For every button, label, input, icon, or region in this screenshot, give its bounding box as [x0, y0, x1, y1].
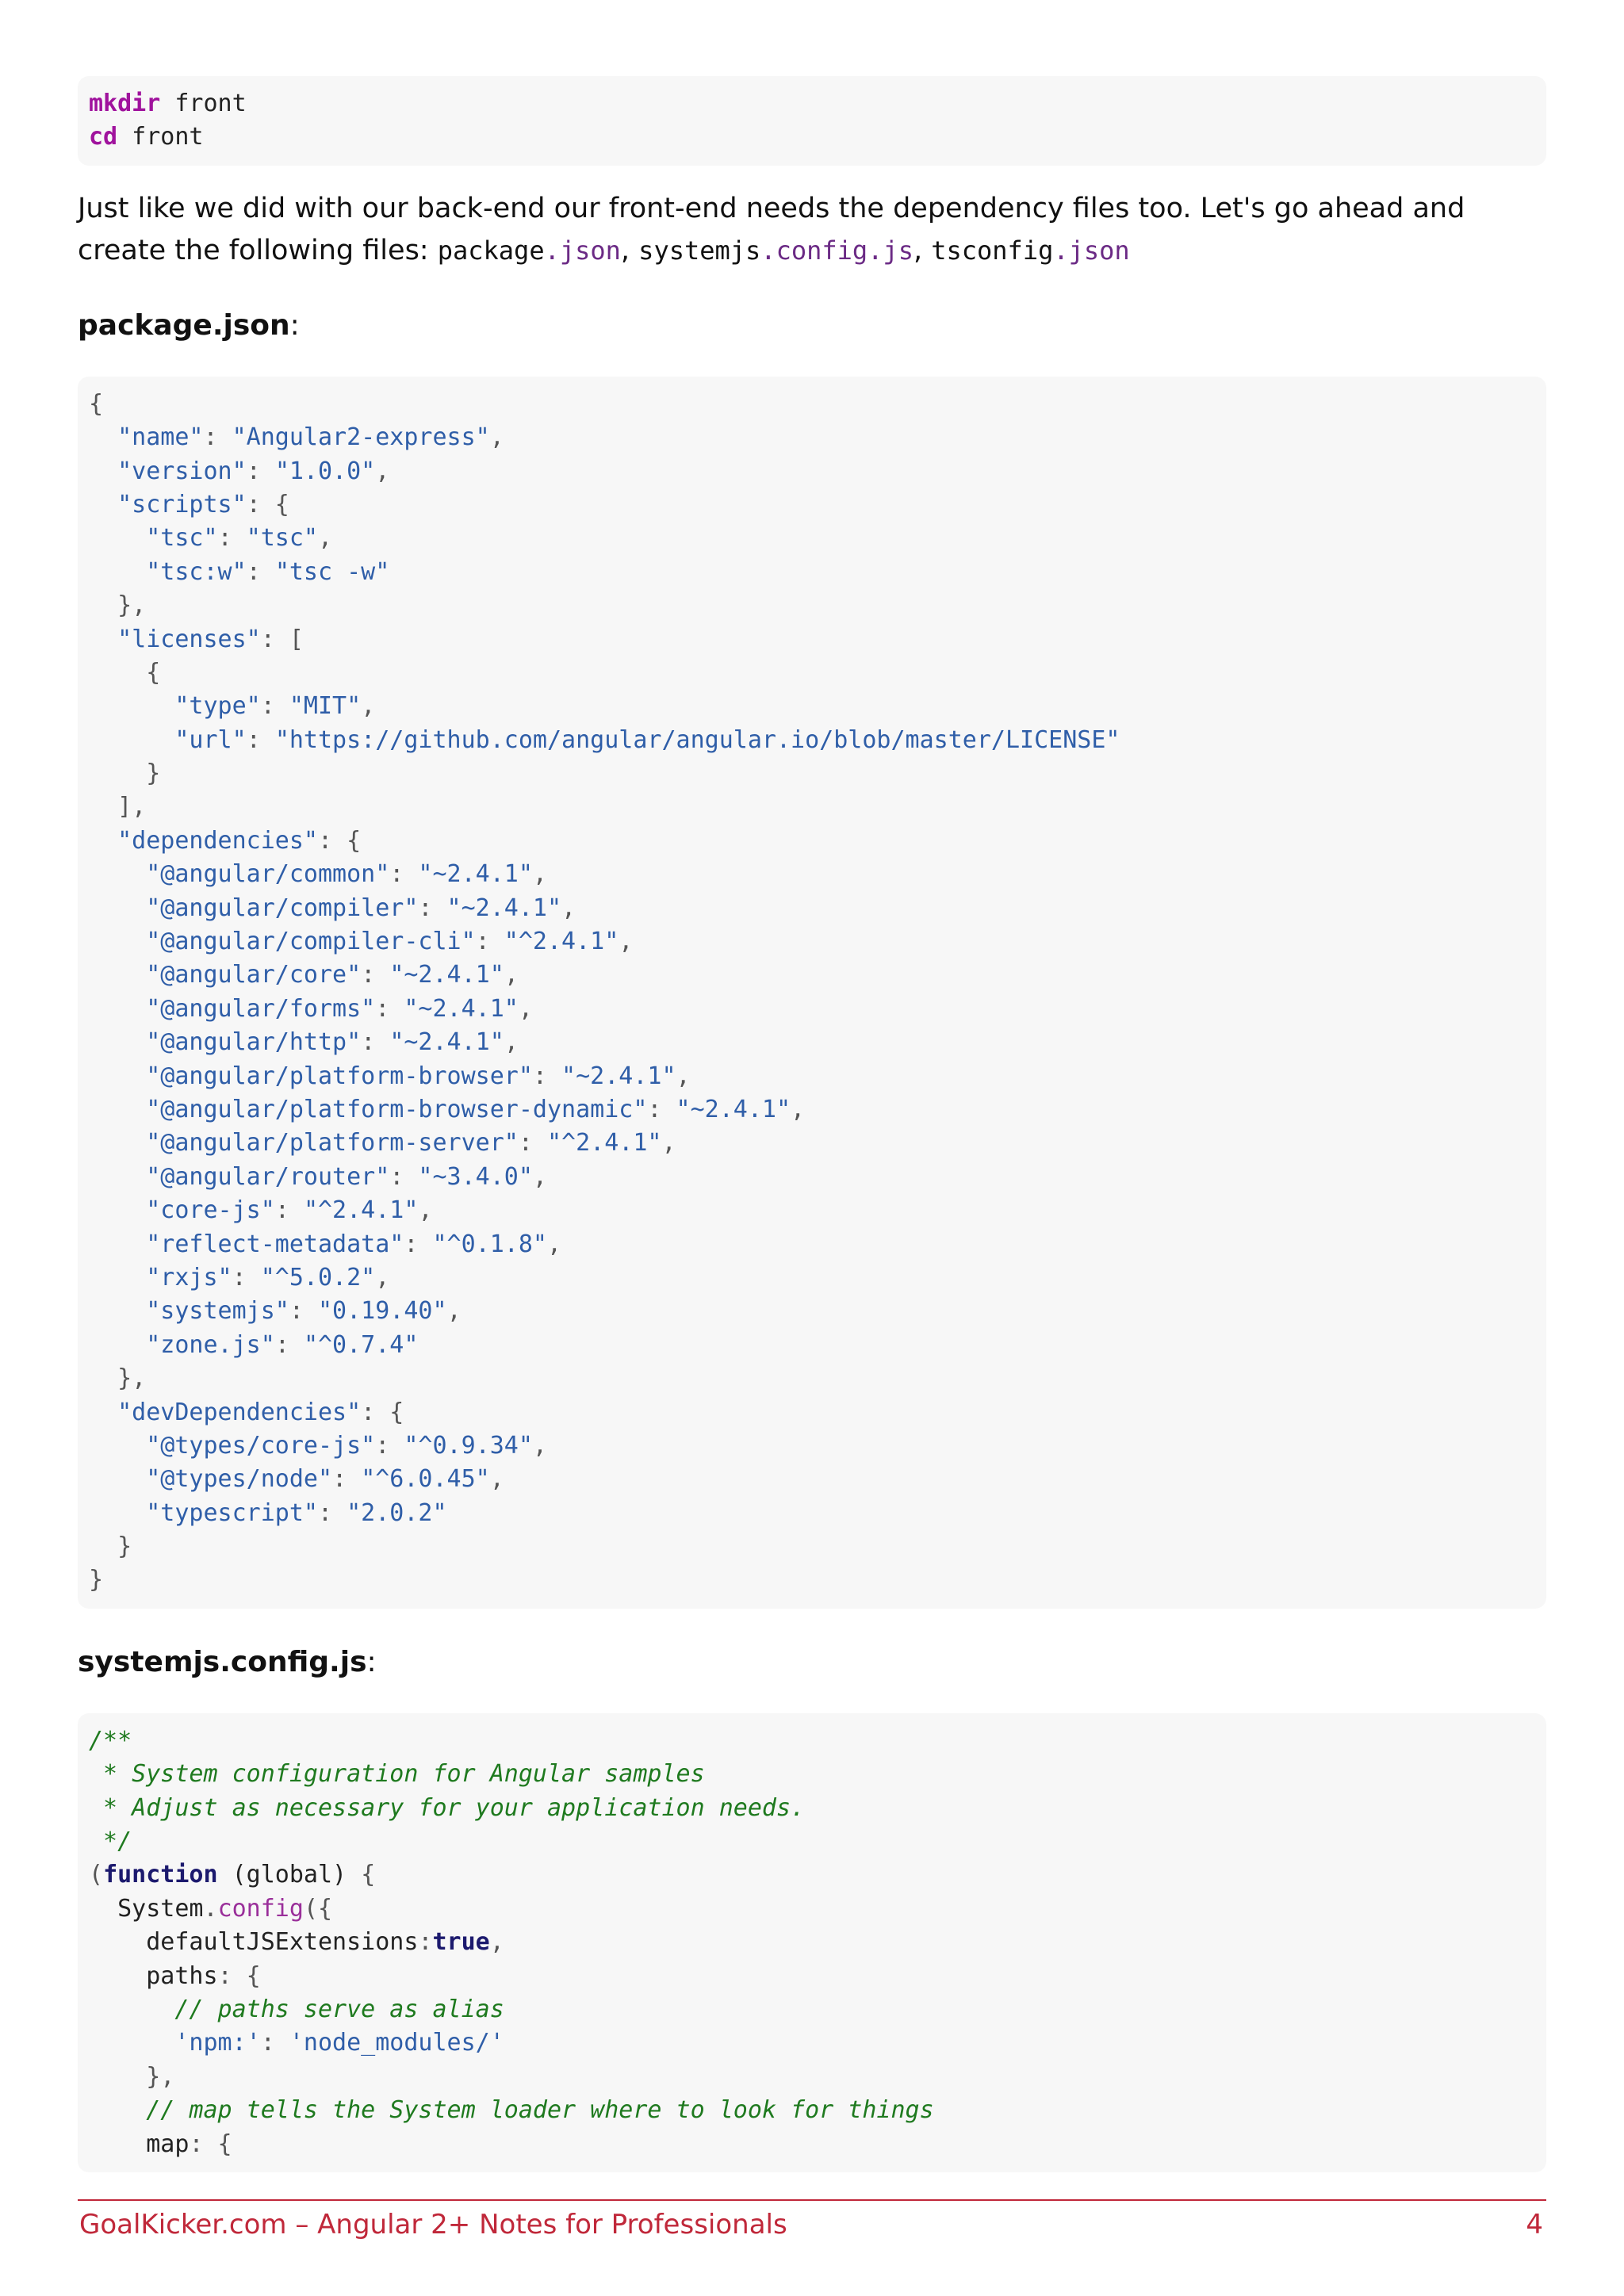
code-line: {	[89, 389, 104, 418]
code-line: "tsc:w": "tsc -w"	[146, 557, 390, 586]
code-line: (function (global) {	[89, 1861, 376, 1889]
code-line: "@angular/platform-browser": "~2.4.1",	[146, 1062, 691, 1090]
intro-text: Just like we did with our back-end our front-end needs the dependency files too. Let's go ahead and create the following files:	[78, 192, 1465, 266]
code-line: /**	[89, 1726, 132, 1755]
code-line: },	[89, 591, 147, 620]
code-line: },	[89, 2062, 175, 2091]
code-line: "scripts": {	[117, 490, 289, 519]
code-line: // map tells the System loader where to look for things	[89, 2096, 934, 2125]
code-line: "@angular/platform-server": "^2.4.1",	[146, 1129, 676, 1158]
code-line: "@angular/http": "~2.4.1",	[146, 1028, 519, 1057]
shell-argument: front	[117, 123, 204, 151]
shell-code-block	[78, 76, 1546, 166]
shell-command: cd	[89, 123, 118, 151]
page-content	[78, 76, 1546, 2172]
code-line: "@types/node": "^6.0.45",	[146, 1465, 504, 1494]
code-line: }	[89, 1533, 132, 1561]
code-line: */	[89, 1827, 132, 1856]
file-name-package: package.json	[437, 235, 621, 266]
code-line: * Adjust as necessary for your application needs.	[89, 1793, 806, 1822]
code-line: "licenses": [	[117, 625, 304, 653]
code-line: }	[89, 1566, 104, 1594]
code-line: ],	[89, 793, 147, 821]
code-line: "zone.js": "^0.7.4"	[146, 1330, 419, 1359]
code-line: "@angular/compiler": "~2.4.1",	[146, 894, 576, 922]
shell-argument: front	[160, 90, 247, 117]
code-line: "dependencies": {	[117, 826, 362, 855]
file-name-tsconfig: tsconfig.json	[931, 235, 1130, 266]
code-line: "systemjs": "0.19.40",	[146, 1297, 462, 1326]
code-line: "@angular/compiler-cli": "^2.4.1",	[146, 928, 634, 956]
code-line: "version": "1.0.0",	[117, 457, 390, 485]
code-line: "@angular/forms": "~2.4.1",	[146, 994, 533, 1023]
page-number: 4	[1526, 2209, 1543, 2241]
code-line: "url": "https://github.com/angular/angular.io/blob/master/LICENSE"	[174, 725, 1120, 754]
code-line: paths: {	[89, 1961, 261, 1990]
code-line: // paths serve as alias	[89, 1995, 504, 2023]
code-line: * System configuration for Angular samples	[89, 1760, 705, 1789]
intro-paragraph: Just like we did with our back-end our front-end needs the dependency files too. Let's go ahead and create the following files: package.json, systemjs.config.js, tsconfig.json	[78, 192, 1465, 266]
code-line: "type": "MIT",	[174, 692, 376, 721]
code-line: System.config({	[89, 1894, 333, 1923]
package-json-code-block	[78, 377, 1546, 1609]
code-line: "reflect-metadata": "^0.1.8",	[146, 1230, 562, 1258]
footer-source-link[interactable]: GoalKicker.com – Angular 2+ Notes for Professionals	[79, 2209, 787, 2241]
code-line: "devDependencies": {	[117, 1398, 404, 1426]
shell-command: mkdir	[89, 90, 161, 117]
code-line: "@angular/router": "~3.4.0",	[146, 1162, 547, 1191]
code-line: "@angular/common": "~2.4.1",	[146, 860, 547, 889]
code-line: "tsc": "tsc",	[146, 524, 333, 553]
code-line: "typescript": "2.0.2"	[146, 1498, 447, 1527]
systemjs-config-heading: systemjs.config.js:	[78, 1645, 377, 1678]
code-line: defaultJSExtensions:true,	[89, 1928, 504, 1957]
code-line: "name": "Angular2-express",	[117, 423, 504, 452]
code-line: },	[89, 1364, 147, 1393]
page-footer	[78, 2199, 1546, 2241]
file-name-systemjs: systemjs.config.js	[638, 235, 914, 266]
code-line: }	[89, 760, 161, 788]
code-line: 'npm:': 'node_modules/'	[174, 2029, 504, 2057]
code-line: "@types/core-js": "^0.9.34",	[146, 1431, 547, 1460]
systemjs-code-block	[78, 1713, 1546, 2172]
code-line	[89, 121, 1535, 154]
code-line	[89, 87, 1535, 121]
code-line: map: {	[89, 2130, 232, 2158]
package-json-heading: package.json:	[78, 308, 300, 342]
code-line: "@angular/core": "~2.4.1",	[146, 961, 519, 989]
code-line: {	[89, 658, 161, 687]
code-line: "core-js": "^2.4.1",	[146, 1196, 433, 1225]
code-line: "@angular/platform-browser-dynamic": "~2.4.1",	[146, 1095, 806, 1123]
code-line: "rxjs": "^5.0.2",	[146, 1263, 390, 1292]
